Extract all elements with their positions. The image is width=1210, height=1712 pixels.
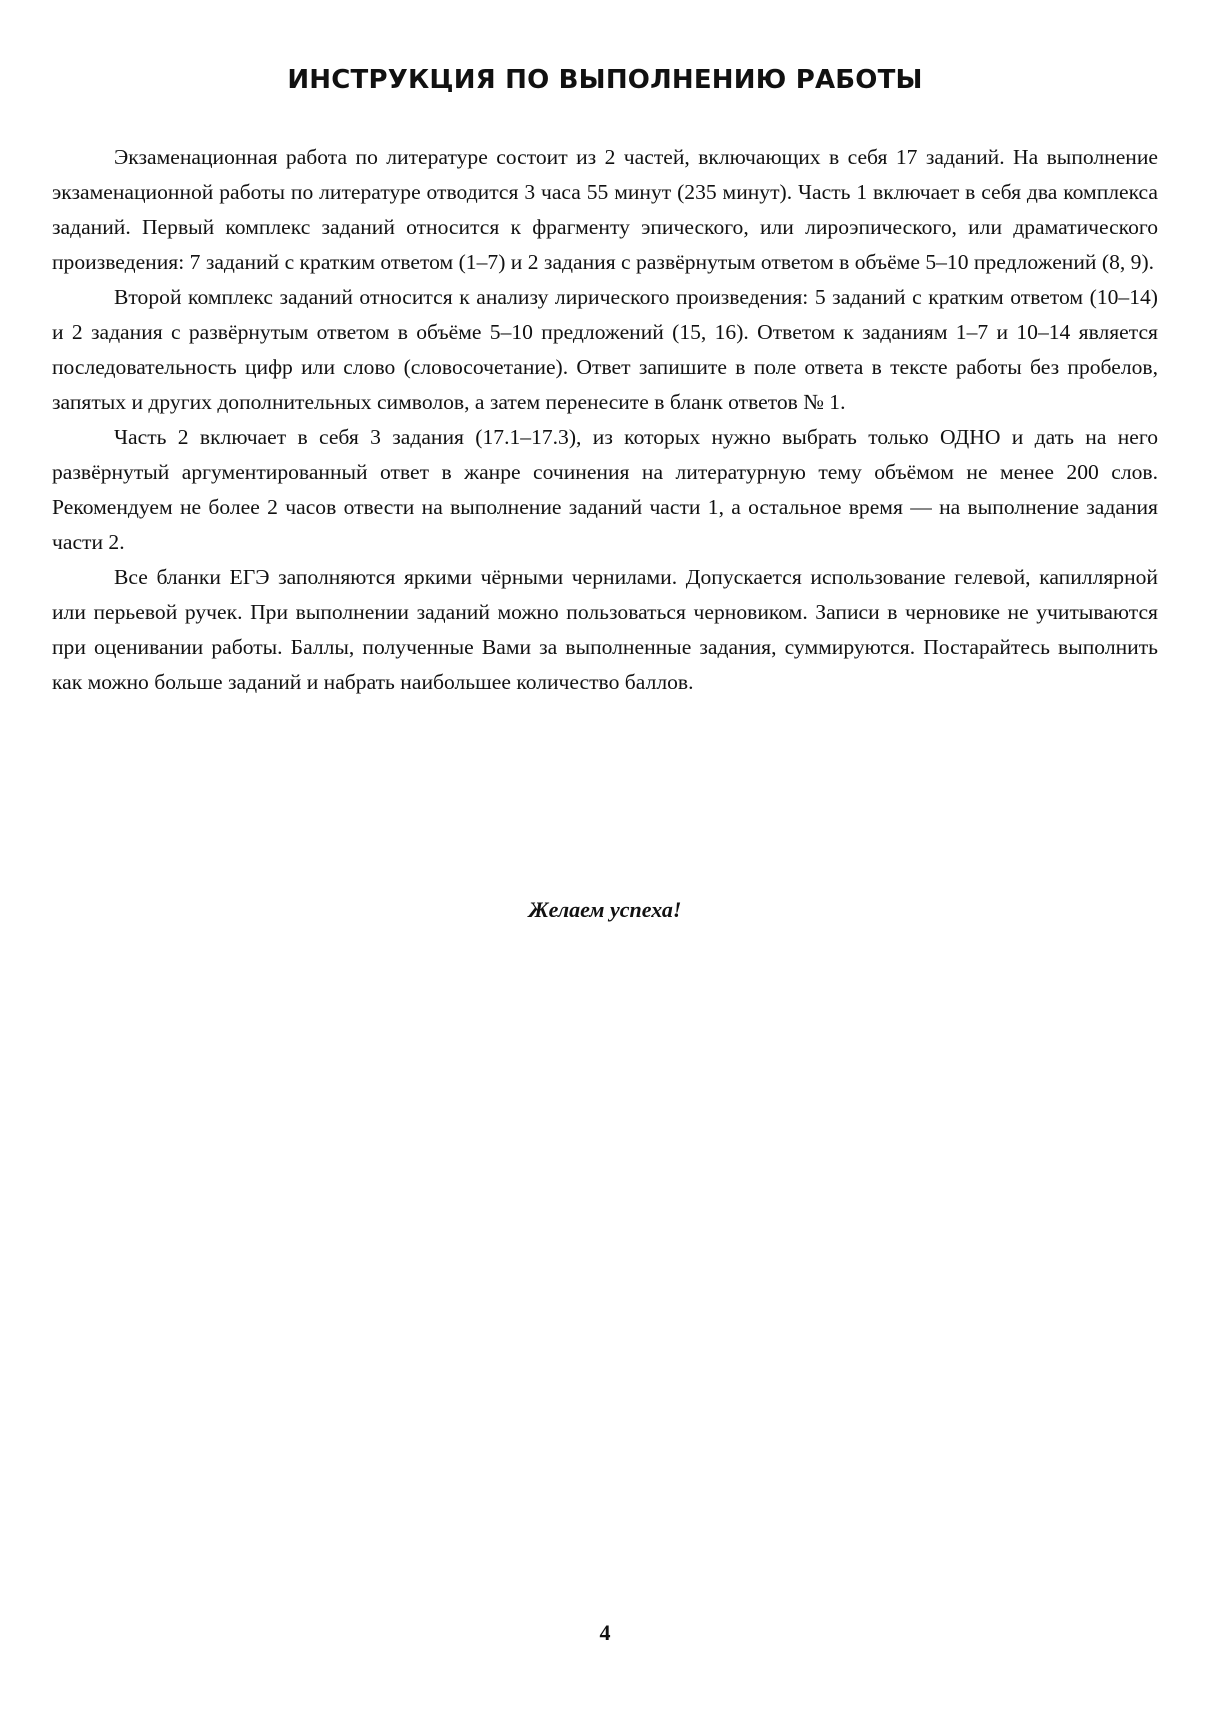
closing-wish: Желаем успеха! <box>528 897 682 922</box>
instructions-body <box>52 140 1158 700</box>
paragraph-part-two: Часть 2 включает в себя 3 задания (17.1–17.3), из которых нужно выбрать только ОДНО и дать на него развёрнутый аргументированный ответ в жанре сочинения на литературную тему объёмом не менее 200 слов. Рекомендуем не более 2 часов отвести на выполнение заданий части 1, а остальное время — на выполнение задания части 2. <box>52 425 1158 554</box>
paragraph-forms-rules: Все бланки ЕГЭ заполняются яркими чёрными чернилами. Допускается использование гелевой, капиллярной или перьевой ручек. При выполнении заданий можно пользоваться черновиком. Записи в черновике не учитываются при оценивании работы. Баллы, полученные Вами за выполненные задания, суммируются. Постарайтесь выполнить как можно больше заданий и набрать наибольшее количество баллов. <box>52 565 1158 694</box>
page-number: 4 <box>599 1620 611 1645</box>
paragraph-lyric-tasks: Второй комплекс заданий относится к анализу лирического произведения: 5 заданий с кратким ответом (10–14) и 2 задания с развёрнутым ответом в объёме 5–10 предложений (15, 16). Ответом к заданиям 1–7 и 10–14 является последовательность цифр или слово (словосочетание). Ответ запишите в поле ответа в тексте работы без пробелов, запятых и других дополнительных символов, а затем перенесите в бланк ответов № 1. <box>52 285 1158 414</box>
paragraph-exam-structure: Экзаменационная работа по литературе состоит из 2 частей, включающих в себя 17 заданий. На выполнение экзаменационной работы по литературе отводится 3 часа 55 минут (235 минут). Часть 1 включает в себя два комплекса заданий. Первый комплекс заданий относится к фрагменту эпического, или лироэпического, или драматического произведения: 7 заданий с кратким ответом (1–7) и 2 задания с развёрнутым ответом в объёме 5–10 предложений (8, 9). <box>52 145 1158 274</box>
page-title: ИНСТРУКЦИЯ ПО ВЫПОЛНЕНИЮ РАБОТЫ <box>287 65 923 95</box>
